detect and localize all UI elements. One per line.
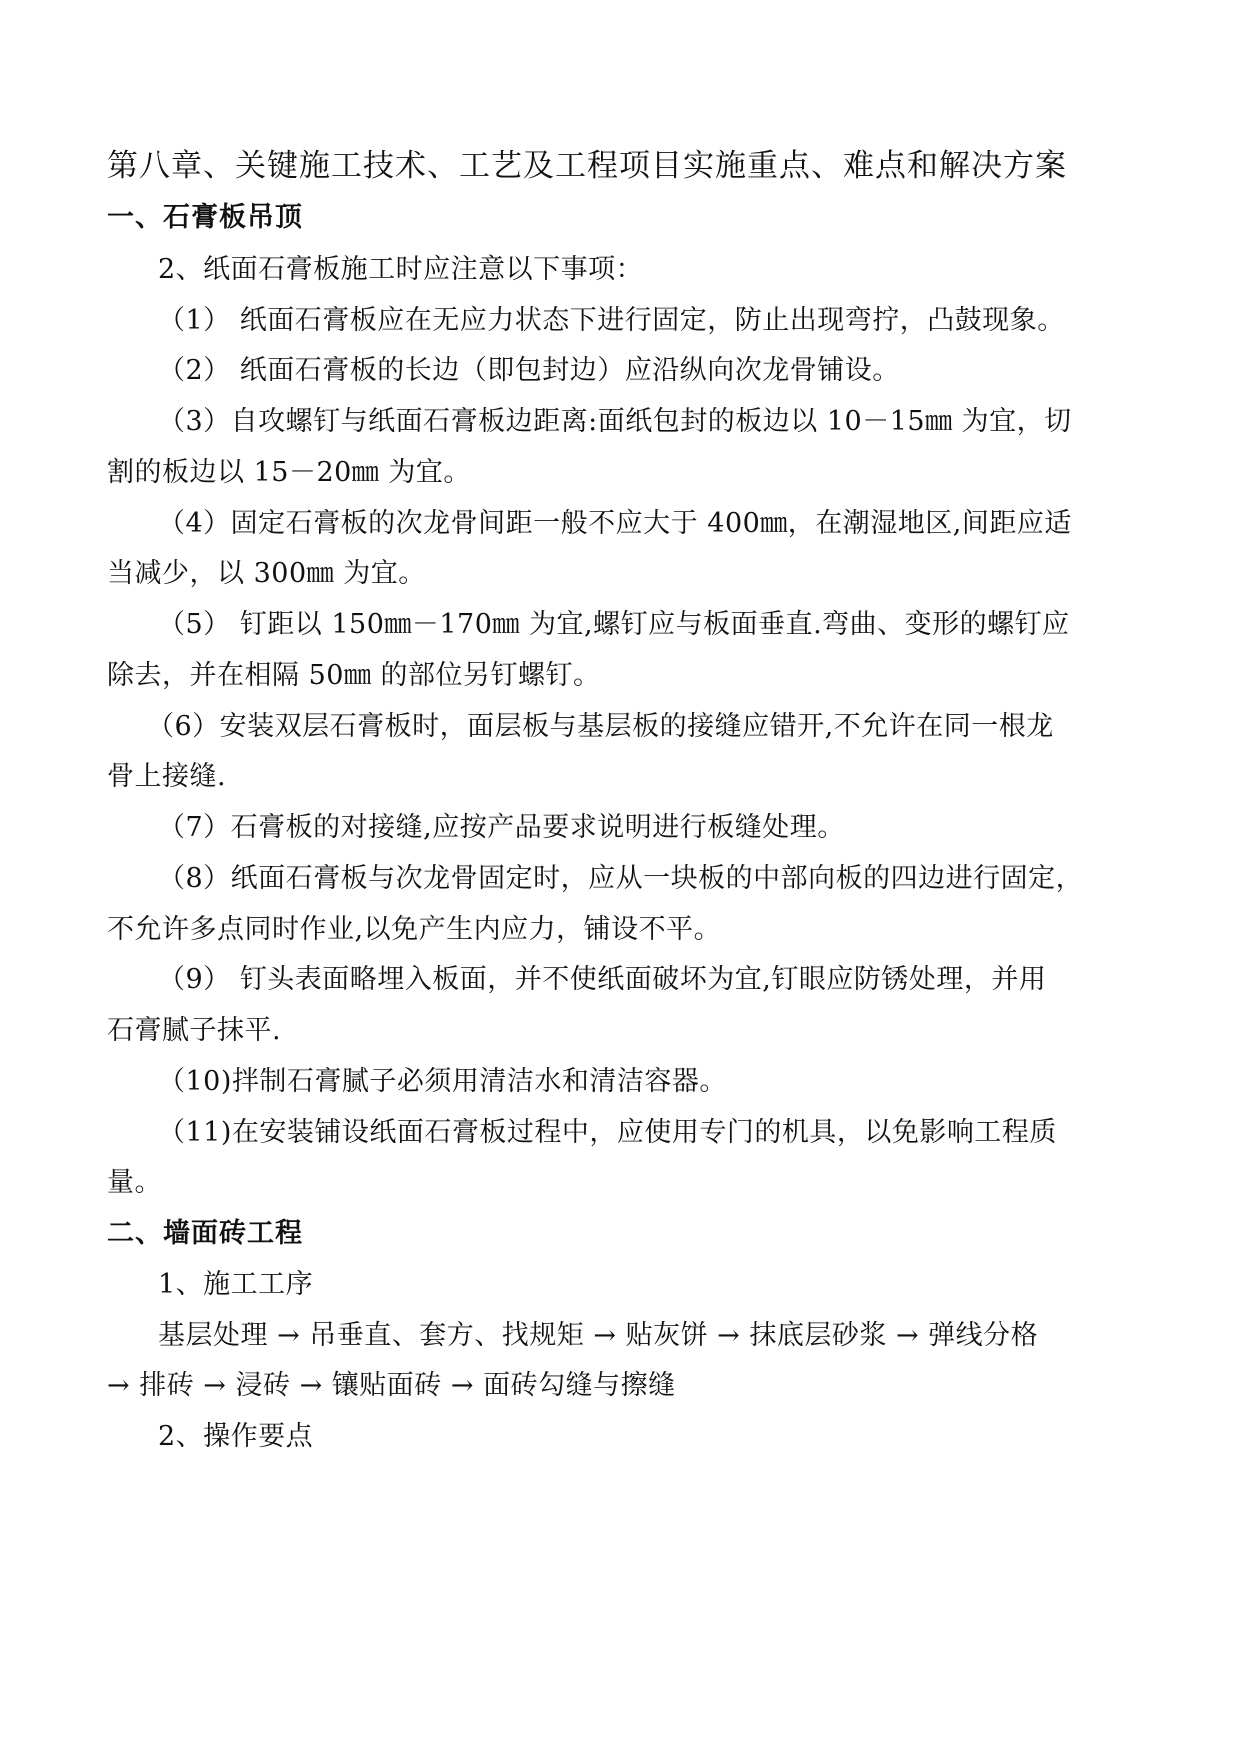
section-heading-gypsum-ceiling: 一、石膏板吊顶: [107, 202, 303, 233]
page-title: 第八章、关键施工技术、工艺及工程项目实施重点、难点和解决方案: [107, 148, 1067, 184]
list-item-5-line-1: （5） 钉距以 150㎜－170㎜ 为宜,螺钉应与板面垂直.弯曲、变形的螺钉应: [158, 609, 1070, 640]
list-item-11-line-1: （11)在安装铺设纸面石膏板过程中，应使用专门的机具，以免影响工程质: [158, 1117, 1057, 1148]
subheading-key-points: 2、操作要点: [158, 1421, 314, 1452]
list-item-5-line-2: 除去，并在相隔 50㎜ 的部位另钉螺钉。: [107, 660, 601, 691]
list-item-2: （2） 纸面石膏板的长边（即包封边）应沿纵向次龙骨铺设。: [158, 355, 900, 386]
process-flow-line-2: → 排砖 → 浸砖 → 镶贴面砖 → 面砖勾缝与擦缝: [107, 1370, 676, 1401]
list-item-9-line-1: （9） 钉头表面略埋入板面，并不使纸面破坏为宜,钉眼应防锈处理，并用: [158, 964, 1047, 995]
list-item-6-line-2: 骨上接缝.: [107, 761, 227, 792]
process-flow-line-1: 基层处理 → 吊垂直、套方、找规矩 → 贴灰饼 → 抹底层砂浆 → 弹线分格: [158, 1320, 1039, 1351]
list-item-3-line-2: 割的板边以 15－20㎜ 为宜。: [107, 457, 471, 488]
list-item-10: （10)拌制石膏腻子必须用清洁水和清洁容器。: [158, 1066, 727, 1097]
subheading-procedure: 1、施工工序: [158, 1269, 314, 1300]
list-item-6-line-1: （6）安装双层石膏板时，面层板与基层板的接缝应错开,不允许在同一根龙: [147, 711, 1054, 742]
list-item-4-line-1: （4）固定石膏板的次龙骨间距一般不应大于 400㎜，在潮湿地区,间距应适: [158, 508, 1072, 539]
list-item-11-line-2: 量。: [107, 1167, 162, 1198]
list-item-8-line-2: 不允许多点同时作业,以免产生内应力，铺设不平。: [107, 914, 722, 945]
list-item-4-line-2: 当减少，以 300㎜ 为宜。: [107, 558, 426, 589]
section-heading-wall-tile: 二、墙面砖工程: [107, 1218, 303, 1249]
list-item-1: （1） 纸面石膏板应在无应力状态下进行固定，防止出现弯拧，凸鼓现象。: [158, 305, 1065, 336]
list-item-3-line-1: （3）自攻螺钉与纸面石膏板边距离:面纸包封的板边以 10－15㎜ 为宜，切: [158, 406, 1072, 437]
list-item-7: （7）石膏板的对接缝,应按产品要求说明进行板缝处理。: [158, 812, 845, 843]
list-item-8-line-1: （8）纸面石膏板与次龙骨固定时，应从一块板的中部向板的四边进行固定，: [158, 863, 1084, 894]
list-item-9-line-2: 石膏腻子抹平.: [107, 1015, 282, 1046]
subheading-notes: 2、纸面石膏板施工时应注意以下事项：: [158, 254, 644, 285]
